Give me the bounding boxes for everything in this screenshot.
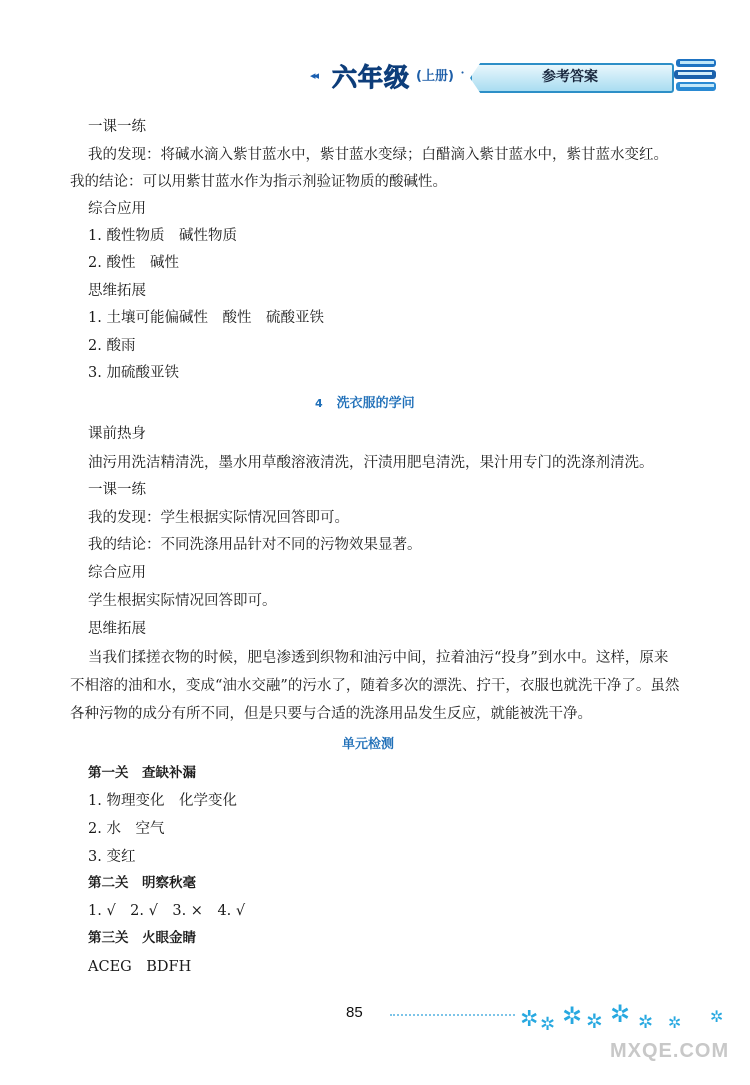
header-title: 参考答案 [542, 69, 598, 85]
conclusion-text: 我的结论：不同洗涤用品针对不同的污物效果显著。 [88, 537, 422, 553]
page-header [300, 50, 720, 100]
volume-label: (上册) [416, 69, 454, 84]
conclusion-text: 我的结论：可以用紫甘蓝水作为指示剂验证物质的酸碱性。 [70, 174, 447, 190]
section-number: 4 [315, 397, 323, 410]
section-title [315, 397, 415, 410]
svg-text:✲: ✲ [710, 1007, 724, 1026]
answer-line: 3. 加硫酸亚铁 [88, 365, 179, 381]
level-heading: 第二关 明察秋毫 [88, 875, 196, 891]
finding-text: 我的发现：学生根据实际情况回答即可。 [88, 510, 349, 526]
heading-warmup: 课前热身 [88, 426, 146, 442]
page-number: 85 [346, 1004, 363, 1021]
section-title-text: 洗衣服的学问 [336, 396, 415, 411]
paragraph-line: 各种污物的成分有所不同，但是只要与合适的洗涤用品发生反应，就能被洗干净。 [70, 706, 592, 722]
finding-text: 我的发现：将碱水滴入紫甘蓝水中，紫甘蓝水变绿；白醋滴入紫甘蓝水中，紫甘蓝水变红。 [88, 147, 668, 163]
paragraph-line: 当我们揉搓衣物的时候，肥皂渗透到织物和油污中间，拉着油污“投身”到水中。这样，原来 [88, 650, 669, 666]
answer-line: 1. √ 2. √ 3. × 4. √ [88, 903, 246, 919]
answer-line: 2. 酸性 碱性 [88, 255, 179, 271]
heading-application: 综合应用 [88, 565, 146, 581]
answer-line: 学生根据实际情况回答即可。 [88, 593, 277, 609]
level-heading: 第一关 查缺补漏 [88, 765, 196, 781]
answer-line: 1. 土壤可能偏碱性 酸性 硫酸亚铁 [88, 310, 324, 326]
svg-text:✲: ✲ [610, 1000, 631, 1028]
svg-text:✲: ✲ [638, 1012, 654, 1033]
heading-one-lesson: 一课一练 [88, 482, 146, 498]
heading-application: 综合应用 [88, 201, 146, 217]
stars-decoration-icon [520, 998, 740, 1038]
watermark: MXQE.COM [610, 1040, 730, 1062]
answer-line: 3. 变红 [88, 849, 136, 865]
heading-extension: 思维拓展 [88, 283, 146, 299]
paragraph-line: 不相溶的油和水，变成“油水交融”的污水了，随着多次的漂洗、拧干，衣服也就洗干净了。虽然 [70, 678, 680, 694]
grade-label: 六年级 [332, 63, 411, 92]
dotted-divider [390, 1014, 515, 1016]
svg-text:✲: ✲ [586, 1009, 603, 1033]
svg-text:✲: ✲ [668, 1013, 682, 1032]
svg-text:✲: ✲ [540, 1014, 556, 1035]
level-heading: 第三关 火眼金睛 [88, 930, 196, 946]
heading-one-lesson: 一课一练 [88, 119, 146, 135]
heading-extension: 思维拓展 [88, 621, 146, 637]
answer-line: 1. 酸性物质 碱性物质 [88, 228, 237, 244]
answer-line: 2. 水 空气 [88, 821, 165, 837]
answer-line: ACEG BDFH [88, 959, 192, 975]
unit-test-title: 单元检测 [342, 737, 395, 752]
answer-line: 1. 物理变化 化学变化 [88, 793, 237, 809]
separator-dot: · [460, 63, 466, 82]
book-stack-icon [674, 55, 718, 95]
answer-line: 2. 酸雨 [88, 338, 136, 354]
svg-text:✲: ✲ [562, 1002, 583, 1030]
warmup-text: 油污用洗洁精清洗，墨水用草酸溶液清洗，汗渍用肥皂清洗，果汁用专门的洗涤剂清洗。 [88, 455, 654, 471]
svg-text:✲: ✲ [520, 1007, 539, 1032]
double-arrow-left-icon: ◂◂ [310, 69, 318, 82]
